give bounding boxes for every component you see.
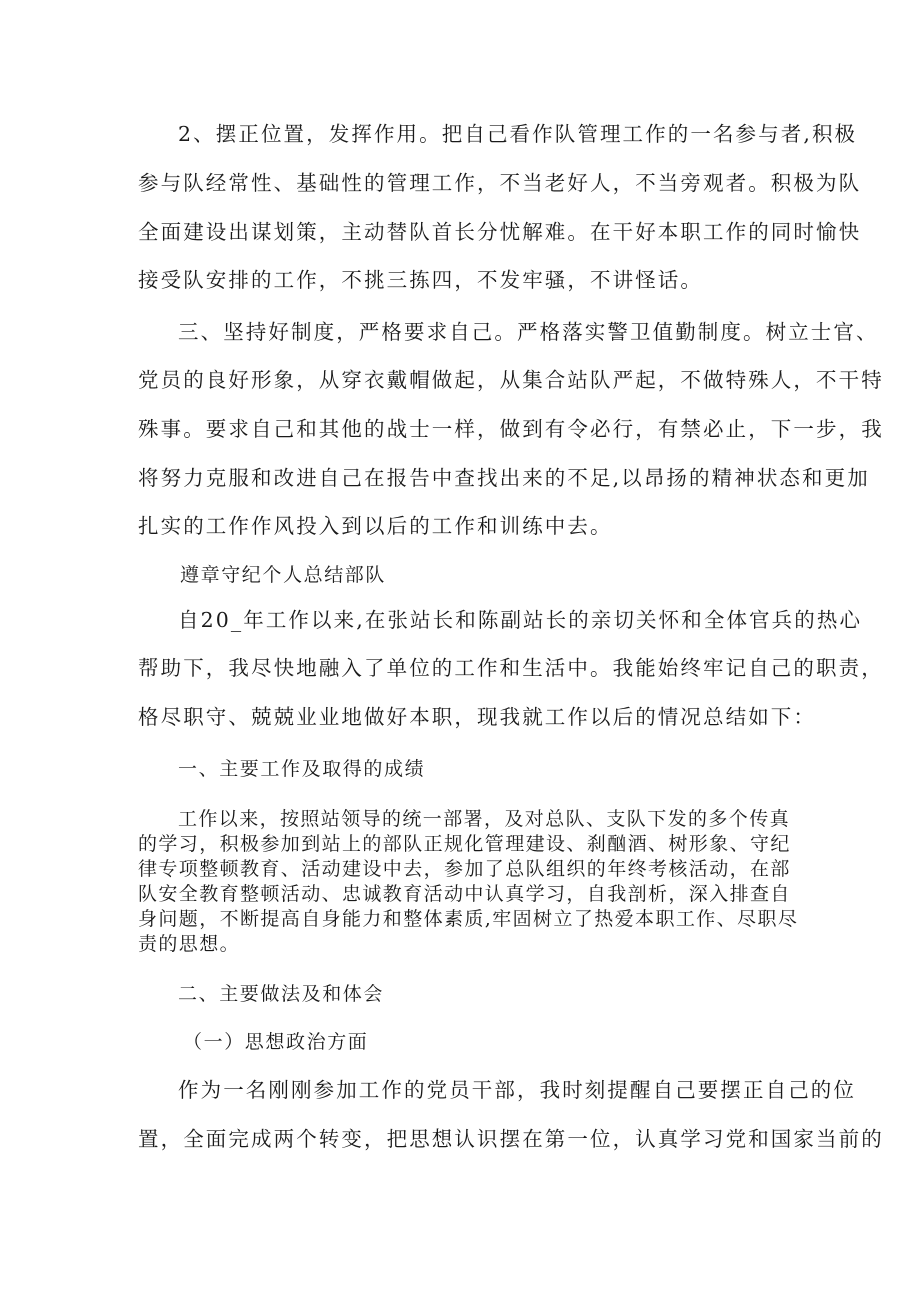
paragraph-line: 作为一名刚刚参加工作的党员干部，我时刻提醒自己要摆正自己的位 <box>178 1078 856 1102</box>
paragraph-line: 三、坚持好制度，严格要求自己。严格落实警卫值勤制度。树立士官、 <box>178 320 879 344</box>
paragraph-line: 接受队安排的工作，不挑三拣四，不发牢骚，不讲怪话。 <box>138 268 703 292</box>
paragraph-line: 帮助下，我尽快地融入了单位的工作和生活中。我能始终牢记自己的职责， <box>138 656 884 680</box>
paragraph-line: 队安全教育整顿活动、忠诚教育活动中认真学习，自我剖析，深入排查自 <box>138 883 791 905</box>
paragraph-line: 格尽职守、兢兢业业地做好本职，现我就工作以后的情况总结如下： <box>138 705 816 729</box>
section-heading: 一、主要工作及取得的成绩 <box>178 758 426 780</box>
paragraph-line: 参与队经常性、基础性的管理工作，不当老好人，不当旁观者。积极为队 <box>138 171 862 195</box>
paragraph-line: 置，全面完成两个转变，把思想认识摆在第一位，认真学习党和国家当前的 <box>138 1127 884 1151</box>
paragraph-line: 自20_年工作以来,在张站长和陈副站长的亲切关怀和全体官兵的热心 <box>178 608 863 632</box>
paragraph-line: 工作以来，按照站领导的统一部署，及对总队、支队下发的多个传真 <box>178 808 791 830</box>
paragraph-line: 扎实的工作作风投入到以后的工作和训练中去。 <box>138 514 613 538</box>
paragraph-line: 2、摆正位置，发挥作用。把自己看作队管理工作的一名参与者,积极 <box>178 122 858 146</box>
paragraph-line: 身问题，不断提高自身能力和整体素质,牢固树立了热爱本职工作、尽职尽 <box>138 908 799 930</box>
paragraph-line: 党员的良好形象，从穿衣戴帽做起，从集合站队严起，不做特殊人，不干特 <box>138 368 884 392</box>
paragraph-line: 全面建设出谋划策，主动替队首长分忧解难。在干好本职工作的同时愉快 <box>138 220 862 244</box>
section-heading: 二、主要做法及和体会 <box>178 983 385 1005</box>
paragraph-line: 责的思想。 <box>138 933 241 955</box>
paragraph-line: 殊事。要求自己和其他的战士一样，做到有令必行，有禁必止，下一步，我 <box>138 417 884 441</box>
subsection-heading: （一）思想政治方面 <box>183 1031 369 1053</box>
section-heading: 遵章守纪个人总结部队 <box>180 564 387 586</box>
paragraph-line: 将努力克服和改进自己在报告中查找出来的不足,以昂扬的精神状态和更加 <box>138 466 870 490</box>
paragraph-line: 的学习，积极参加到站上的部队正规化管理建设、刹酗酒、树形象、守纪 <box>138 833 791 855</box>
paragraph-line: 律专项整顿教育、活动建设中去，参加了总队组织的年终考核活动，在部 <box>138 858 791 880</box>
